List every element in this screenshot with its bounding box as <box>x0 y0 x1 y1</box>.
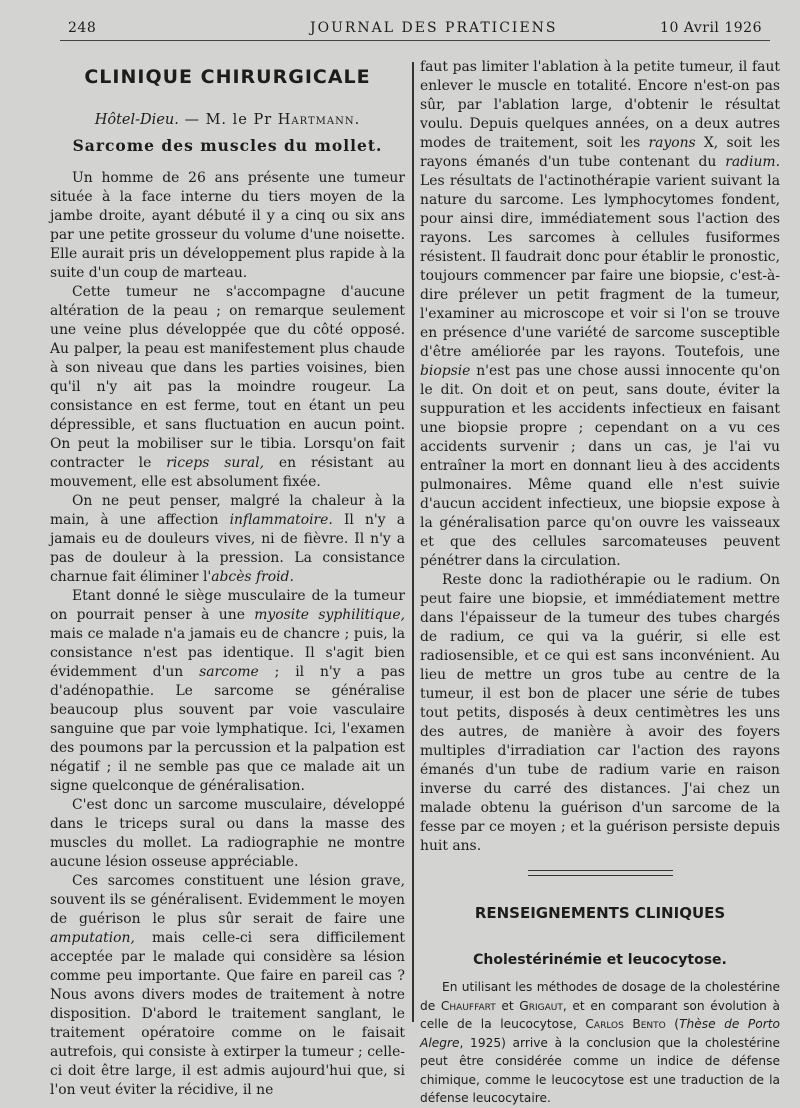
byline <box>50 112 405 128</box>
paragraph-emphasis: riceps sural, <box>166 455 265 471</box>
byline-title: — M. le Pr <box>178 112 278 128</box>
paragraph-text: n'est pas une chose aussi innocente qu'on le dit. On doit et on peut, sans doute, éviter la suppuration et les accidents infectieux en faisant une biopsie propre ; cependant on a vu ces accidents survenir ; dans un cas, je l'ai vu entraîner la mort en donnant lieu à des accidents pulmonaires. Même quand elle n'est suivie d'aucun accident infectieux, une biopsie expose à la généralisation parce qu'on ouvre les vaisseaux et que des cellules sarcomateuses peuvent pénétrer dans la circulation. <box>420 363 780 569</box>
paragraph <box>50 587 405 796</box>
author-name: Chauffart <box>440 998 496 1013</box>
section-title: CLINIQUE CHIRURGICALE <box>84 66 371 88</box>
paragraph-text: mais ce malade n'a jamais eu de chancre ; puis, la consistance n'est pas identique. Il s'agit bien évidemment d'un <box>50 626 405 680</box>
thesis-title: Thèse de Porto Alegre <box>420 1017 780 1050</box>
paragraph-text: mais celle-ci sera difficilement acceptée par le malade qui considère sa lésion comme peu importante. Que faire en pareil cas ? Nous avons divers modes de traitement à notre disposition. D'abord le traitement sanglant, le traitement opératoire comme on le faisait autrefois, qui consiste à extirper la tumeur ; celle-ci doit être large, il est admis aujourd'hui que, si l'on veut éviter la récidive, il ne <box>50 930 405 1098</box>
paragraph <box>50 872 405 1100</box>
paragraph-text: Il n'y a jamais eu de douleurs vives, ni de fièvre. Il n'y a pas de douleur à la pression. La consistance charnue fait éliminer l' <box>50 512 405 585</box>
paragraph-emphasis: inflammatoire. <box>229 512 333 528</box>
section-title-clinical-info: RENSEIGNEMENTS CLINIQUES <box>474 904 726 922</box>
paragraph-text: , 1925) arrive à la conclusion que la cholestérine peut être considérée comme un indice de défense chimique, comme le leucocytose est une traduction de la défense leucocytaire. <box>420 1035 780 1105</box>
paragraph-emphasis: radium. <box>725 154 780 170</box>
paragraph-emphasis: myosite syphilitique, <box>254 607 406 623</box>
right-column <box>420 58 780 1108</box>
journal-title: JOURNAL DES PRATICIENS <box>310 20 558 36</box>
paragraph: C'est donc un sarcome musculaire, développé dans le triceps sural ou dans la masse des muscles du mollet. La radiographie ne montre aucune lésion osseuse appréciable. <box>50 797 405 870</box>
paragraph-text: ( <box>665 1017 680 1031</box>
article-subtitle-cholesterol: Cholestérinémie et leucocytose. <box>473 952 727 968</box>
paragraph <box>420 978 780 1108</box>
paragraph-text: ; il n'y a pas d'adénopathie. Le sarcome se généralise beaucoup plus souvent par voie vasculaire sanguine que par voie lymphatique. Ici, l'examen des poumons par la percussion et la palpation est négatif ; il ne semble pas que ce malade ait un signe quelconque de généralisation. <box>50 664 405 794</box>
author-name: Grigaut <box>519 998 563 1013</box>
paragraph-emphasis: abcès froid. <box>211 569 294 585</box>
byline-name: Hartmann. <box>277 112 361 128</box>
paragraph-text: faut pas limiter l'ablation à la petite tumeur, il faut enlever le muscle en totalité. Encore n'est-on pas sûr, par l'ablation large, d'obtenir le résultat voulu. Depuis quelques années, on a deux autres modes de traitement, soit les <box>420 59 780 151</box>
left-column <box>50 50 405 1100</box>
paragraph-text: Cette tumeur ne s'accompagne d'aucune altération de la peau ; on remarque seulement une veine plus développée que du côté opposé. Au palper, la peau est manifestement plus chaude à son niveau que dans les parties voisines, bien qu'il n'y ait pas la moindre rougeur. La consistance en est ferme, tout en étant un peu dépressible, et sans fluctuation en aucun point. On peut la mobiliser sur le tibia. Lorsqu'on fait contracter le <box>50 284 405 471</box>
paragraph-text: et <box>495 998 520 1013</box>
section-divider <box>528 870 673 876</box>
byline-place: Hôtel-Dieu. <box>94 112 179 128</box>
paragraph: Reste donc la radiothérapie ou le radium. On peut faire une biopsie, et immédiatement mettre dans l'épaisseur de la tumeur des tubes chargés de radium, ce qui va la guérir, si elle est radiosensible, et ce qui est sans inconvénient. Au lieu de mettre un gros tube au centre de la tumeur, il est bon de placer une série de tubes tout petits, disposés à deux centimètres les uns des autres, de manière à avoir des foyers multiples d'irradiation car l'action des rayons émanés d'un tube de radium varie en raison inverse du carré des distances. J'ai chez un malade obtenu la guérison d'un sarcome de la fesse par ce moyen ; et la guérison persiste depuis huit ans. <box>420 572 780 854</box>
paragraph-emphasis: rayons <box>648 135 696 151</box>
paragraph <box>420 58 780 571</box>
paragraph-text: En utilisant les méthodes de dosage de la cholestérine de <box>420 980 780 1013</box>
article-subtitle: Sarcome des muscles du mollet. <box>72 136 383 155</box>
paragraph-text: en résistant au mouvement, elle est absolument fixée. <box>50 455 405 490</box>
paragraph-emphasis: biopsie <box>420 363 471 379</box>
issue-date: 10 Avril 1926 <box>660 20 762 36</box>
column-divider <box>412 62 414 1022</box>
paragraph <box>50 283 405 492</box>
paragraph-text: X, soit les rayons émanés d'un tube contenant du <box>420 135 781 170</box>
paragraph <box>50 492 405 587</box>
paragraph-text: Etant donné le siège musculaire de la tumeur on pourrait penser à une <box>50 588 405 623</box>
paragraph-text: Ces sarcomes constituent une lésion grave, souvent ils se généralisent. Evidemment le moyen de guérison le plus sûr serait de faire une <box>50 873 405 927</box>
paragraph: Un homme de 26 ans présente une tumeur située à la face interne du tiers moyen de la jambe droite, ayant débuté il y a cinq ou six ans par une petite grosseur du volume d'une noisette. Elle aurait pris un développement plus rapide à la suite d'un coup de marteau. <box>50 170 405 281</box>
paragraph-emphasis: amputation, <box>50 930 135 946</box>
paragraph-emphasis: sarcome <box>199 664 259 680</box>
paragraph-text: , et en comparant son évolution à celle de la leucocytose, <box>420 998 780 1031</box>
paragraph-text: On ne peut penser, malgré la chaleur à la main, à une affection <box>50 493 405 528</box>
paragraph-text: Les résultats de l'actinothérapie varient suivant la nature du sarcome. Les lymphocytomes fondent, pour ainsi dire, immédiatement sous l'action des rayons. Les sarcomes à cellules fusiformes résistent. Il faudrait donc pour établir le pronostic, toujours commencer par faire une biopsie, c'est-à-dire prélever un petit fragment de la tumeur, l'examiner au microscope et voir si l'on se trouve en présence d'une variété de sarcome susceptible d'être améliorée par les rayons. Toutefois, une <box>420 173 780 360</box>
author-name: Carlos Bento <box>585 1017 666 1031</box>
page-number: 248 <box>68 20 97 36</box>
header-rule <box>60 40 770 41</box>
